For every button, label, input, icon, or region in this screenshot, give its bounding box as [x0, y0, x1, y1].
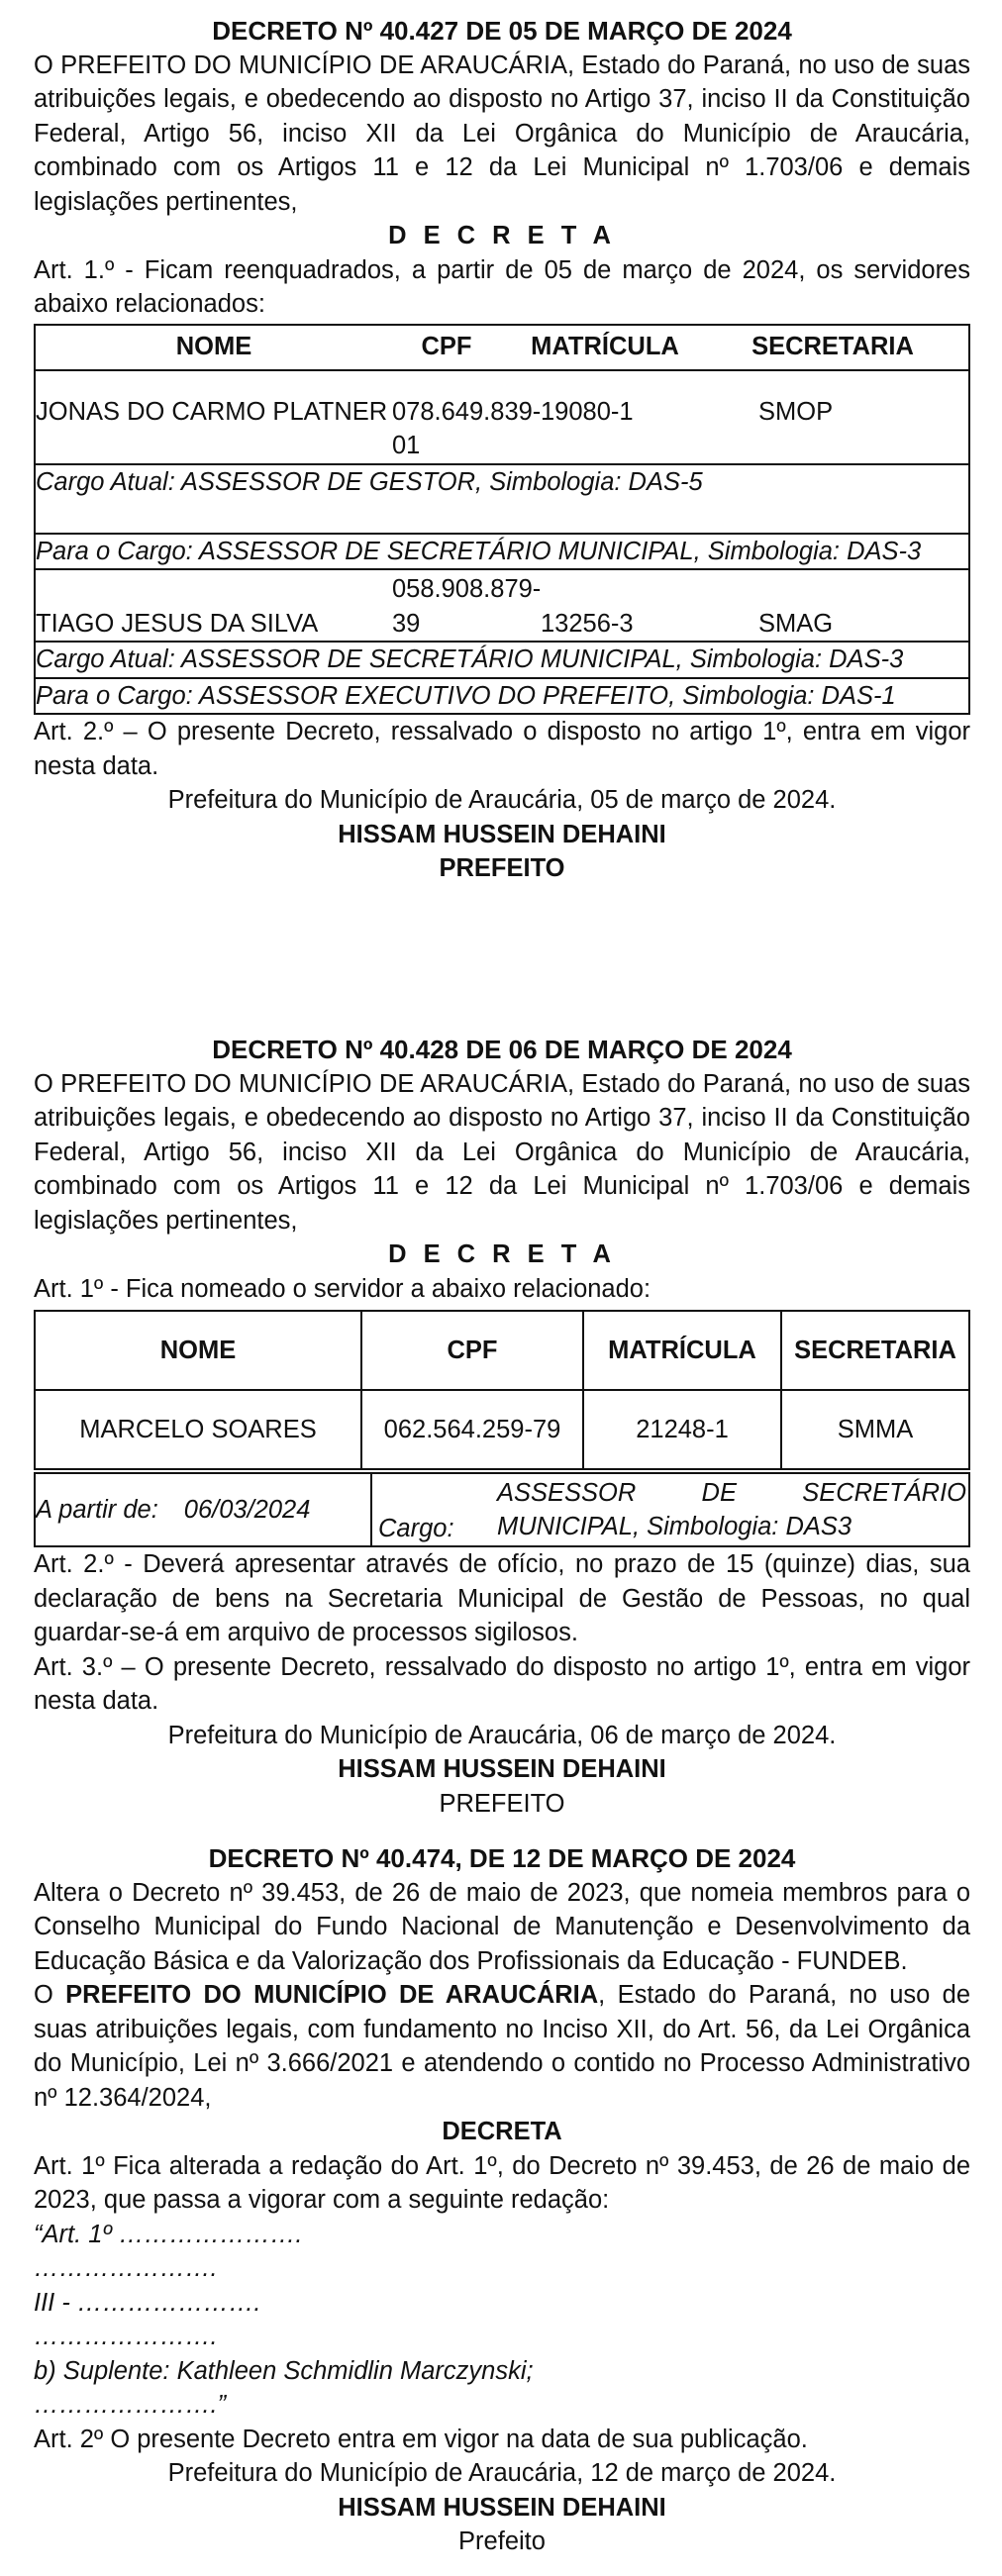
place-date: Prefeitura do Município de Araucária, 05 de março de 2024.: [167, 786, 837, 814]
table-row: [36, 371, 968, 571]
article-1: Art. 1.º - Ficam reenquadrados, a partir de 05 de março de 2024, os servidores abaixo relacionados:: [34, 255, 970, 318]
decreta-heading: D E C R E T A: [388, 222, 616, 249]
cell-cpf: 058.908.879-39: [392, 575, 542, 638]
article-2: Art. 2º O presente Decreto entra em vigor na data de sua publicação.: [34, 2425, 808, 2453]
decree-preamble: [34, 1978, 970, 2115]
decree-title: DECRETO Nº 40.428 DE 06 DE MARÇO DE 2024: [212, 1035, 792, 1064]
para-cargo: Para o Cargo: ASSESSOR EXECUTIVO DO PREFEITO, Simbologia: DAS-1: [36, 677, 968, 714]
cell-matricula: 21248-1: [584, 1391, 782, 1468]
decree-preamble: O PREFEITO DO MUNICÍPIO DE ARAUCÁRIA, Estado do Paraná, no uso de suas atribuições legais, e obedecendo ao disposto no Artigo 37, inciso II da Constituição Federal, Artigo 56, inciso XII da Lei Orgânica do Município de Araucária, combinado com os Artigos 11 e 12 da Lei Municipal nº 1.703/06 e demais legislações pertinentes,: [34, 50, 970, 216]
para-cargo: Para o Cargo: ASSESSOR DE SECRETÁRIO MUNICIPAL, Simbologia: DAS-3: [36, 533, 968, 569]
header-cpf: CPF: [421, 332, 472, 360]
signer-role: PREFEITO: [439, 1789, 565, 1818]
signer-role: Prefeito: [458, 2527, 546, 2555]
header-matricula: MATRÍCULA: [584, 1312, 782, 1391]
header-secretaria: SECRETARIA: [752, 332, 914, 360]
table-header: [36, 326, 968, 371]
cell-secretaria: SMAG: [758, 609, 834, 638]
cell-nome: JONAS DO CARMO PLATNER: [36, 397, 388, 426]
decree-title: DECRETO Nº 40.474, DE 12 DE MARÇO DE 2024: [208, 1843, 796, 1873]
cell-secretaria: SMOP: [758, 397, 834, 426]
article-3: Art. 3.º – O presente Decreto, ressalvado do disposto no artigo 1º, entra em vigor nesta data.: [34, 1652, 970, 1715]
place-date: Prefeitura do Município de Araucária, 12 de março de 2024.: [167, 2459, 837, 2487]
decree-summary: Altera o Decreto nº 39.453, de 26 de maio de 2023, que nomeia membros para o Conselho Municipal do Fundo Nacional de Manutenção e Desenvolvimento da Educação Básica e da Valorização dos Profissionais da Educação - FUNDEB.: [34, 1878, 970, 1975]
cargo-value: ASSESSOR DE SECRETÁRIO MUNICIPAL, Simbologia: DAS3: [497, 1478, 966, 1540]
cell-nome: MARCELO SOARES: [36, 1391, 362, 1468]
quote-line: b) Suplente: Kathleen Schmidlin Marczynski;: [34, 2356, 534, 2385]
header-cpf: CPF: [362, 1312, 584, 1391]
decreta-heading: D E C R E T A: [388, 1240, 616, 1268]
cargo-atual: Cargo Atual: ASSESSOR DE SECRETÁRIO MUNICIPAL, Simbologia: DAS-3: [36, 641, 968, 677]
quote-line: “Art. 1º ………………….: [34, 2220, 303, 2248]
article-1: Art. 1º Fica alterada a redação do Art. 1º, do Decreto nº 39.453, de 26 de maio de 2023, que passa a vigorar com a seguinte redação:: [34, 2151, 970, 2214]
article-1: Art. 1º - Fica nomeado o servidor a abaixo relacionado:: [34, 1274, 651, 1303]
decreta-heading: DECRETA: [442, 2118, 562, 2145]
header-nome: NOME: [175, 332, 252, 360]
cell-matricula: 13256-3: [541, 609, 634, 638]
cargo-label: Cargo:: [378, 1514, 454, 1542]
cargo-atual: Cargo Atual: ASSESSOR DE GESTOR, Simbologia: DAS-5: [36, 463, 968, 533]
quote-line: ………………….: [34, 2323, 218, 2350]
signer-name: HISSAM HUSSEIN DEHAINI: [338, 2493, 666, 2522]
table-row: [36, 570, 968, 713]
decree-40428: [34, 1033, 970, 1821]
header-matricula: MATRÍCULA: [531, 332, 679, 360]
cargo-cell: [370, 1472, 970, 1547]
preamble-rest: , Estado do Paraná, no uso de suas atribuições legais, com fundamento no Inciso XII, do Art. 56, da Lei Orgânica do Município, Lei nº 3.666/2021 e atendendo o contido no Processo Administrativo nº 12.364/2024,: [34, 1981, 971, 2112]
cell-secretaria: SMMA: [837, 1415, 914, 1443]
article-2: Art. 2.º – O presente Decreto, ressalvado o disposto no artigo 1º, entra em vigor nesta data.: [34, 718, 970, 780]
decree-40427: [34, 14, 970, 886]
start-date-value: 06/03/2024: [183, 1495, 311, 1524]
preamble-bold: PREFEITO DO MUNICÍPIO DE ARAUCÁRIA: [65, 1981, 599, 2009]
decree-preamble: O PREFEITO DO MUNICÍPIO DE ARAUCÁRIA, Estado do Paraná, no uso de suas atribuições legais, e obedecendo ao disposto no Artigo 37, inciso II da Constituição Federal, Artigo 56, inciso XII da Lei Orgânica do Município de Araucária, combinado com os Artigos 11 e 12 da Lei Municipal nº 1.703/06 e demais legislações pertinentes,: [34, 1069, 970, 1235]
appointment-table: [34, 1310, 970, 1547]
cell-nome: TIAGO JESUS DA SILVA: [36, 609, 319, 638]
cell-cpf: 062.564.259-79: [362, 1391, 584, 1468]
quote-line: ………………….”: [34, 2391, 227, 2419]
cell-matricula: 19080-1: [541, 397, 634, 426]
signer-name: HISSAM HUSSEIN DEHAINI: [338, 820, 666, 848]
quote-line: III - ………………….: [34, 2288, 261, 2317]
header-secretaria: SECRETARIA: [782, 1312, 968, 1391]
signer-name: HISSAM HUSSEIN DEHAINI: [338, 1755, 666, 1783]
quote-line: ………………….: [34, 2254, 218, 2282]
cell-cpf: 078.649.839-01: [392, 397, 542, 459]
servants-table: [34, 324, 970, 716]
signer-role: PREFEITO: [439, 854, 565, 882]
decree-40474: [34, 1841, 970, 2559]
start-date-cell: [34, 1472, 370, 1547]
article-2: Art. 2.º - Deverá apresentar através de ofício, no prazo de 15 (quinze) dias, sua declaração de bens na Secretaria Municipal de Gestão de Pessoas, no qual guardar-se-á em arquivo de processos sigilosos.: [34, 1550, 970, 1646]
preamble-lead: O: [34, 1981, 66, 2009]
header-nome: NOME: [36, 1312, 362, 1391]
decree-title: DECRETO Nº 40.427 DE 05 DE MARÇO DE 2024: [212, 16, 792, 46]
start-date-label: A partir de:: [36, 1495, 158, 1524]
place-date: Prefeitura do Município de Araucária, 06 de março de 2024.: [167, 1721, 837, 1749]
